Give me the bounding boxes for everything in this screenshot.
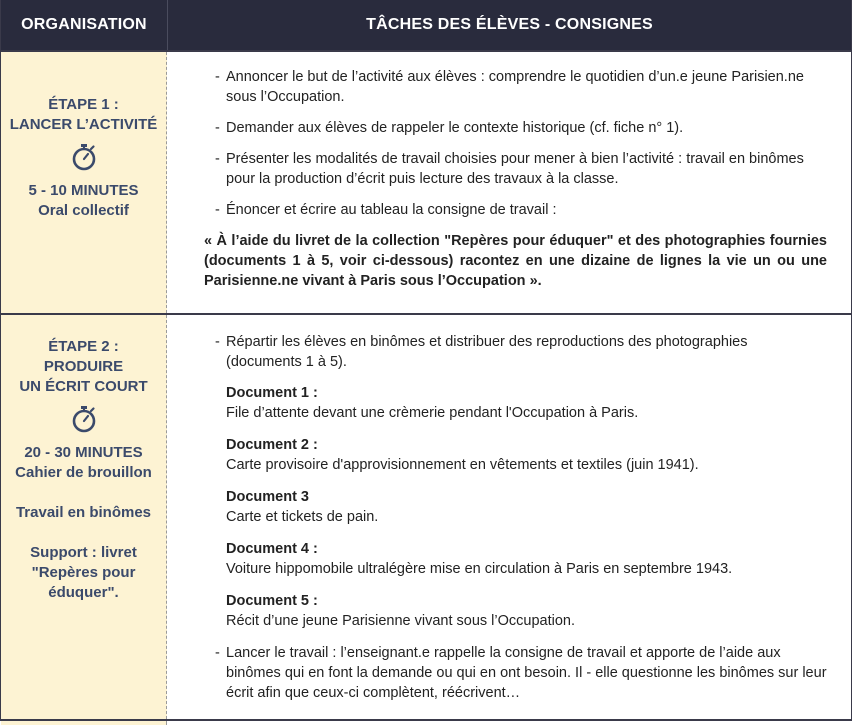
document-item-1 (215, 383, 827, 423)
document-item-2 (215, 435, 827, 475)
step2-tasks-cell (167, 315, 851, 719)
step2-material: Cahier de brouillon (15, 464, 152, 481)
step2-mode: Travail en binômes (15, 504, 152, 521)
document-title: Document 2 : (226, 437, 318, 453)
stopwatch-icon (71, 143, 97, 171)
step2-title-line1: ÉTAPE 2 : (48, 338, 119, 355)
document-title: Document 5 : (226, 593, 318, 609)
document-text: Carte et tickets de pain. (226, 509, 379, 525)
step2-support-line3: éduquer". (48, 584, 119, 601)
table-bottom-edge (1, 719, 851, 725)
document-title: Document 3 (226, 489, 309, 505)
step1-bullet-2: - Demander aux élèves de rappeler le contexte historique (cf. fiche n° 1). (215, 118, 827, 138)
document-item-5 (215, 591, 827, 631)
step1-duration: 5 - 10 MINUTES (28, 182, 139, 199)
document-text: Carte provisoire d'approvisionnement en vêtements et textiles (juin 1941). (226, 457, 699, 473)
step2-bullet-first: - Répartir les élèves en binômes et distribuer des reproductions des photographies (documents 1 à 5). (215, 332, 827, 372)
step2-duration: 20 - 30 MINUTES (24, 444, 143, 461)
header-tasks: TÂCHES DES ÉLÈVES - CONSIGNES (366, 16, 653, 33)
document-item-3 (215, 487, 827, 527)
document-text: Récit d’une jeune Parisienne vivant sous l’Occupation. (226, 613, 576, 629)
table-row-step2 (1, 313, 851, 719)
step1-tasks-cell (167, 52, 851, 313)
table-header (1, 0, 851, 50)
step1-mode: Oral collectif (38, 202, 129, 219)
step1-organisation-cell (1, 52, 167, 313)
document-text: File d’attente devant une crèmerie pendant l'Occupation à Paris. (226, 405, 639, 421)
bottom-left-cell (1, 721, 167, 725)
step1-instruction: « À l’aide du livret de la collection "Repères pour éduquer" et des photographies fournies (documents 1 à 5, voir ci-dessous) racontez en une dizaine de lignes la vie un ou une Parisienne.ne vivant à Paris sous l’Occupation ». (204, 233, 827, 289)
step1-title-line2: LANCER L’ACTIVITÉ (9, 116, 158, 133)
step2-organisation-cell (1, 315, 167, 719)
step2-title-line2: PRODUIRE (43, 358, 124, 375)
document-title: Document 1 : (226, 385, 318, 401)
document-item-4 (215, 539, 827, 579)
step2-bullet-last: - Lancer le travail : l’enseignant.e rappelle la consigne de travail et apporte de l’aide aux binômes qui en font la demande ou qui en ont besoin. Il - elle questionne les binômes sur leur écrit afin que ceux-ci complètent, réécrivent… (215, 643, 827, 703)
document-text: Voiture hippomobile ultralégère mise en circulation à Paris en septembre 1943. (226, 561, 733, 577)
table-row-step1 (1, 50, 851, 313)
step2-support-line2: "Repères pour (31, 564, 136, 581)
header-organisation: ORGANISATION (1, 0, 168, 50)
step1-bullet-4: - Énoncer et écrire au tableau la consigne de travail : (215, 200, 827, 220)
step1-bullet-3: - Présenter les modalités de travail choisies pour mener à bien l’activité : travail en binômes pour la production d’écrit puis lecture des travaux à la classe. (215, 149, 827, 189)
stopwatch-icon (71, 405, 97, 433)
step1-bullet-1: - Annoncer le but de l’activité aux élèves : comprendre le quotidien d’un.e jeune Parisien.ne sous l’Occupation. (215, 67, 827, 107)
step2-support-line1: Support : livret (30, 544, 137, 561)
document-title: Document 4 : (226, 541, 318, 557)
step1-title-line1: ÉTAPE 1 : (48, 96, 119, 113)
step2-title-line3: UN ÉCRIT COURT (19, 378, 148, 395)
